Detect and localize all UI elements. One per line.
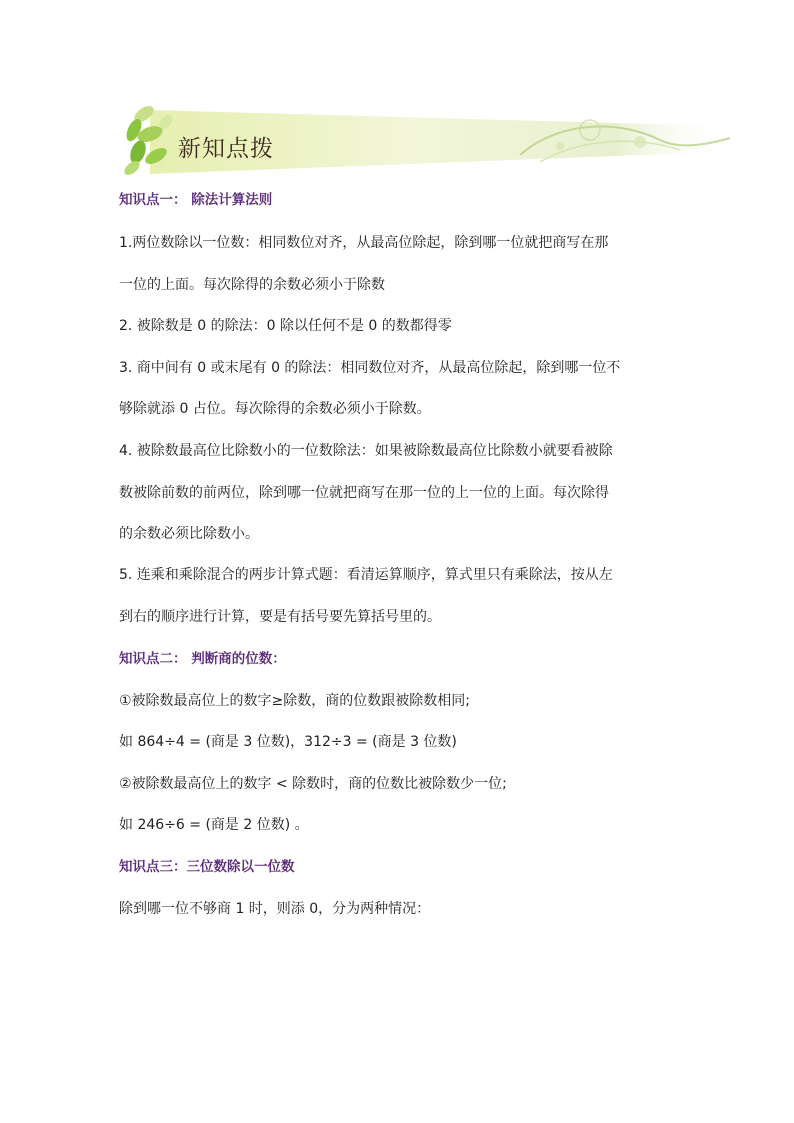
rule4-line1: 4. 被除数最高位比除数小的一位数除法：如果被除数最高位比除数小就要看被除 — [119, 443, 613, 459]
section3-text: 除到哪一位不够商 1 时，则添 0，分为两种情况： — [119, 901, 431, 917]
banner-title: 新知点拨 — [178, 136, 274, 162]
quotient-point2: ②被除数最高位上的数字 < 除数时，商的位数比被除数少一位; — [119, 776, 507, 792]
rule4-line3: 的余数必须比除数小。 — [119, 526, 259, 542]
section3-heading: 知识点三：三位数除以一位数 — [119, 859, 295, 875]
section1-heading: 知识点一： 除法计算法则 — [119, 192, 273, 208]
quotient-example2: 如 246÷6 = (商是 2 位数) 。 — [119, 817, 309, 833]
rule3-line1: 3. 商中间有 0 或末尾有 0 的除法：相同数位对齐，从最高位除起，除到哪一位不 — [119, 360, 621, 376]
rule3-line2: 够除就添 0 占位。每次除得的余数必须小于除数。 — [119, 401, 431, 417]
rule1-line1: 1.两位数除以一位数：相同数位对齐，从最高位除起，除到哪一位就把商写在那 — [119, 235, 609, 251]
section2-heading: 知识点二： 判断商的位数： — [119, 651, 286, 667]
rule5-line1: 5. 连乘和乘除混合的两步计算式题：看清运算顺序，算式里只有乘除法，按从左 — [119, 567, 613, 583]
quotient-example1: 如 864÷4 = (商是 3 位数)，312÷3 = (商是 3 位数) — [119, 734, 457, 750]
section-banner — [120, 100, 732, 178]
rule4-line2: 数被除前数的前两位，除到哪一位就把商写在那一位的上一位的上面。每次除得 — [119, 485, 609, 501]
quotient-point1: ①被除数最高位上的数字≥除数，商的位数跟被除数相同; — [119, 693, 470, 709]
rule1-line2: 一位的上面。每次除得的余数必须小于除数 — [119, 277, 385, 293]
rule5-line2: 到右的顺序进行计算，要是有括号要先算括号里的。 — [119, 609, 441, 625]
rule2: 2. 被除数是 0 的除法：0 除以任何不是 0 的数都得零 — [119, 318, 452, 334]
